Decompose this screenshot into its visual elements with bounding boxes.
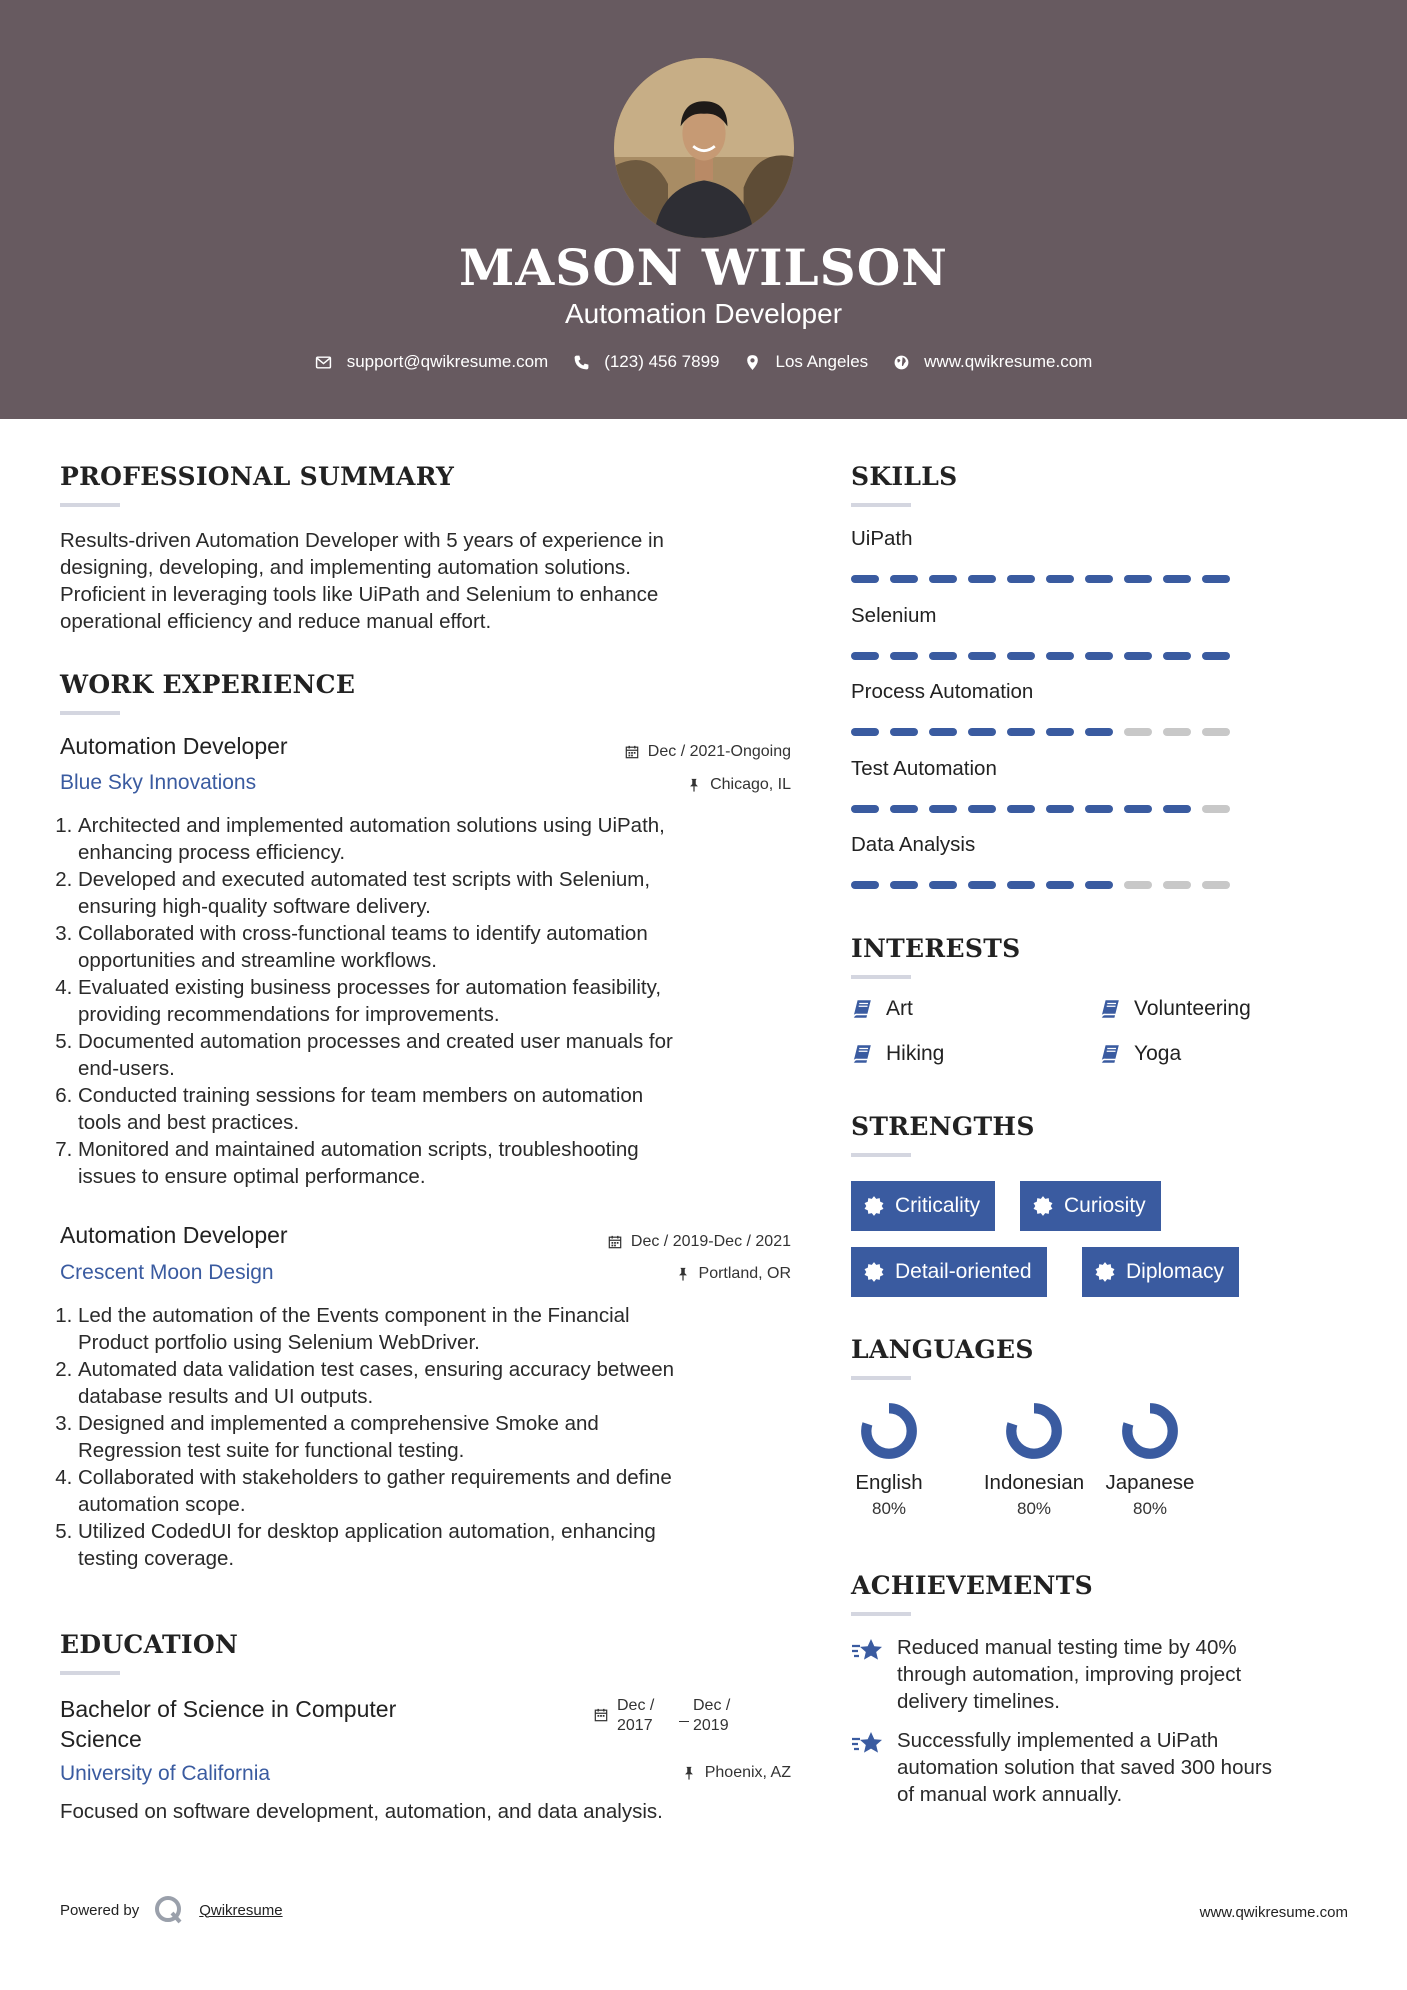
languages-rule [851,1376,911,1380]
degree-title [60,1694,396,1754]
map-pin-icon [744,353,762,371]
skill-level-segment [1163,881,1191,889]
interest-item: Art [851,997,913,1021]
brand-link[interactable]: Qwikresume [199,1901,283,1919]
contact-website[interactable] [892,352,1092,372]
language-percent: 80% [1132,1499,1168,1518]
skill-level-segment [1163,728,1191,736]
skill-level-segment [1046,575,1074,583]
summary-line: designing, developing, and implementing automation solutions. [60,556,631,579]
skill-level-bar [851,575,1230,583]
skills-rule [851,503,911,507]
skill-level-segment [1046,728,1074,736]
interest-item: Hiking [851,1042,944,1066]
language-progress-ring [858,1400,920,1462]
language-item [1090,1400,1210,1519]
experience-rule [60,711,120,715]
achievements-heading: ACHIEVEMENTS [851,1571,1093,1600]
calendar-icon [625,745,639,759]
achievement-text: Successfully implemented a UiPath automation solution that saved 300 hours of manual work annually. [897,1729,1272,1806]
skill-level-segment [851,652,879,660]
language-name: Japanese [1105,1471,1195,1494]
skill-level-segment [1007,575,1035,583]
list-item: 7. Monitored and maintained automation scripts, troubleshooting issues to ensure optimal performance. [78,1136,805,1190]
skill-level-segment [929,728,957,736]
skill-level-segment [1163,652,1191,660]
job-location [520,1265,791,1283]
contact-bar [0,352,1407,372]
education-dates [594,1696,730,1736]
book-icon [851,1043,873,1065]
list-item: 2. Automated data validation test cases, ensuring accuracy between database results and UI outputs. [78,1356,805,1410]
skill-level-segment [929,805,957,813]
skill-level-segment [968,881,996,889]
star-award-icon [851,1636,885,1666]
strengths-rule [851,1153,911,1157]
skill-level-segment [1046,652,1074,660]
strength-badge: Curiosity [1020,1181,1161,1231]
badge-seal-icon [863,1195,885,1217]
skill-level-segment [851,805,879,813]
list-item: 1. Architected and implemented automation solutions using UiPath, enhancing process efficiency. [78,812,805,866]
skill-level-bar [851,881,1230,889]
skill-level-segment [929,575,957,583]
list-item: 1. Led the automation of the Events component in the Financial Product portfolio using Selenium WebDriver. [78,1302,805,1356]
skill-level-segment [929,652,957,660]
job-dates [520,743,791,761]
skill-level-segment [1163,805,1191,813]
footer-powered-by [60,1894,283,1926]
language-progress-ring [1119,1400,1181,1462]
summary-rule [60,503,120,507]
pushpin-icon [676,1267,690,1281]
strength-badge: Diplomacy [1082,1247,1239,1297]
skill-level-segment [1202,728,1230,736]
skill-level-segment [851,881,879,889]
language-progress-ring [1003,1400,1065,1462]
language-item [974,1400,1094,1519]
education-rule [60,1671,120,1675]
job-responsibilities [60,1302,805,1572]
language-progress-arc [1011,1408,1056,1453]
skill-level-segment [851,575,879,583]
skill-level-segment [1046,805,1074,813]
job-dates-text: Dec / 2021-Ongoing [647,743,791,760]
skill-level-segment [1007,881,1035,889]
language-name: Indonesian [983,1471,1085,1494]
contact-phone-text: (123) 456 7899 [604,352,720,371]
skill-level-segment [890,575,918,583]
phone-icon [572,353,590,371]
skill-level-segment [1124,575,1152,583]
skill-level-segment [1202,805,1230,813]
degree-line: Bachelor of Science in Computer [60,1696,397,1722]
school-name: University of California [60,1762,271,1785]
strength-badge: Detail-oriented [851,1247,1047,1297]
skill-level-segment [1085,805,1113,813]
languages-heading: LANGUAGES [851,1335,1034,1364]
skill-level-segment [1085,575,1113,583]
skill-level-segment [1085,652,1113,660]
book-icon [1099,1043,1121,1065]
job-responsibilities [60,812,805,1190]
badge-seal-icon [1032,1195,1054,1217]
summary-line: Proficient in leveraging tools like UiPath and Selenium to enhance [60,583,659,606]
skill-level-segment [1124,881,1152,889]
interest-item: Yoga [1099,1042,1181,1066]
summary-heading: PROFESSIONAL SUMMARY [60,462,455,491]
skill-level-segment [1085,881,1113,889]
interests-heading: INTERESTS [851,934,1021,963]
calendar-icon [608,1235,622,1249]
badge-seal-icon [1094,1261,1116,1283]
skills-heading: SKILLS [851,462,958,491]
skill-level-segment [968,652,996,660]
list-item: 2. Developed and executed automated test scripts with Selenium, ensuring high-quality software delivery. [78,866,805,920]
skill-level-segment [929,881,957,889]
skill-name: Test Automation [851,756,997,780]
job-title: Automation Developer [60,1222,288,1248]
language-percent: 80% [871,1499,907,1518]
strength-badge: Criticality [851,1181,995,1231]
skill-level-segment [1007,652,1035,660]
skill-level-segment [1163,575,1191,583]
contact-email[interactable] [315,352,549,372]
language-progress-arc [1127,1408,1172,1453]
education-heading: EDUCATION [60,1630,239,1659]
job-location-text: Portland, OR [698,1265,791,1282]
person-photo-icon [614,58,794,238]
skill-level-segment [1046,881,1074,889]
skill-name: Process Automation [851,680,1034,703]
skill-level-segment [1202,881,1230,889]
list-item: 4. Evaluated existing business processes for automation feasibility, providing recommendations for improvements. [78,974,805,1028]
achievement-item [851,1727,1272,1808]
list-item: 5. Utilized CodedUI for desktop application automation, enhancing testing coverage. [78,1518,805,1572]
skill-name: Data Analysis [851,833,976,856]
book-icon [1099,998,1121,1020]
company-name: Blue Sky Innovations [60,771,257,794]
achievement-item [851,1634,1241,1715]
education-location [520,1764,791,1782]
header-banner [0,0,1407,419]
summary-line: Results-driven Automation Developer with 5 years of experience in [60,529,664,552]
degree-line: Science [60,1726,142,1752]
skill-level-segment [968,575,996,583]
powered-by-label: Powered by [60,1901,140,1919]
skill-level-segment [851,728,879,736]
contact-website-text: www.qwikresume.com [924,352,1093,371]
pushpin-icon [687,778,701,792]
experience-heading: WORK EXPERIENCE [60,670,356,699]
candidate-role: Automation Developer [564,298,843,329]
badge-seal-icon [863,1261,885,1283]
education-end: Dec / 2019 [693,1697,731,1734]
skill-level-segment [1007,805,1035,813]
skill-name: UiPath [851,527,913,550]
footer-url[interactable]: www.qwikresume.com [1199,1904,1348,1921]
summary-text [60,527,800,635]
job-title: Automation Developer [60,733,288,759]
summary-line: operational efficiency and reduce manual effort. [60,610,492,633]
skill-level-segment [1124,728,1152,736]
skill-level-bar [851,805,1230,813]
skill-level-segment [1007,728,1035,736]
interests-rule [851,975,911,979]
skill-level-segment [890,728,918,736]
skill-level-segment [968,805,996,813]
list-item: 5. Documented automation processes and created user manuals for end-users. [78,1028,805,1082]
list-item: 3. Collaborated with cross-functional teams to identify automation opportunities and streamline workflows. [78,920,805,974]
language-item [829,1400,949,1519]
calendar-icon [594,1708,608,1722]
skill-level-segment [1202,652,1230,660]
achievements-rule [851,1612,911,1616]
candidate-name: MASON WILSON [459,238,948,297]
job-dates [520,1233,791,1251]
contact-email-text: support@qwikresume.com [346,352,549,371]
pushpin-icon [682,1766,696,1780]
skill-level-segment [1124,805,1152,813]
date-separator [679,1696,689,1722]
language-percent: 80% [1016,1499,1052,1518]
skill-level-segment [890,652,918,660]
skill-level-segment [1124,652,1152,660]
list-item: 6. Conducted training sessions for team members on automation tools and best practices. [78,1082,805,1136]
skill-level-bar [851,652,1230,660]
skill-level-segment [1202,575,1230,583]
list-item: 3. Designed and implemented a comprehensive Smoke and Regression test suite for functional testing. [78,1410,805,1464]
envelope-icon [315,353,333,371]
language-progress-arc [866,1408,911,1453]
interest-item: Volunteering [1099,997,1251,1021]
job-location [520,776,791,794]
education-start: Dec / 2017 [617,1697,655,1734]
book-icon [851,998,873,1020]
list-item: 4. Collaborated with stakeholders to gather requirements and define automation scope. [78,1464,805,1518]
skill-level-bar [851,728,1230,736]
strengths-heading: STRENGTHS [851,1112,1035,1141]
language-name: English [855,1471,923,1494]
profile-photo [614,58,794,238]
globe-icon [892,353,910,371]
job-dates-text: Dec / 2019-Dec / 2021 [630,1233,791,1250]
skill-level-segment [1085,728,1113,736]
contact-location [744,352,869,372]
contact-phone[interactable] [572,352,719,372]
skill-name: Selenium [851,603,937,627]
skill-level-segment [968,728,996,736]
star-award-icon [851,1729,885,1759]
qwikresume-logo-icon [153,1894,185,1926]
education-location-text: Phoenix, AZ [704,1764,791,1781]
skill-level-segment [890,881,918,889]
contact-location-text: Los Angeles [775,352,869,371]
company-name: Crescent Moon Design [60,1261,274,1284]
job-location-text: Chicago, IL [710,776,791,793]
skill-level-segment [890,805,918,813]
achievement-text: Reduced manual testing time by 40% through automation, improving project delivery timelines. [897,1636,1242,1713]
education-description: Focused on software development, automation, and data analysis. [60,1800,663,1823]
